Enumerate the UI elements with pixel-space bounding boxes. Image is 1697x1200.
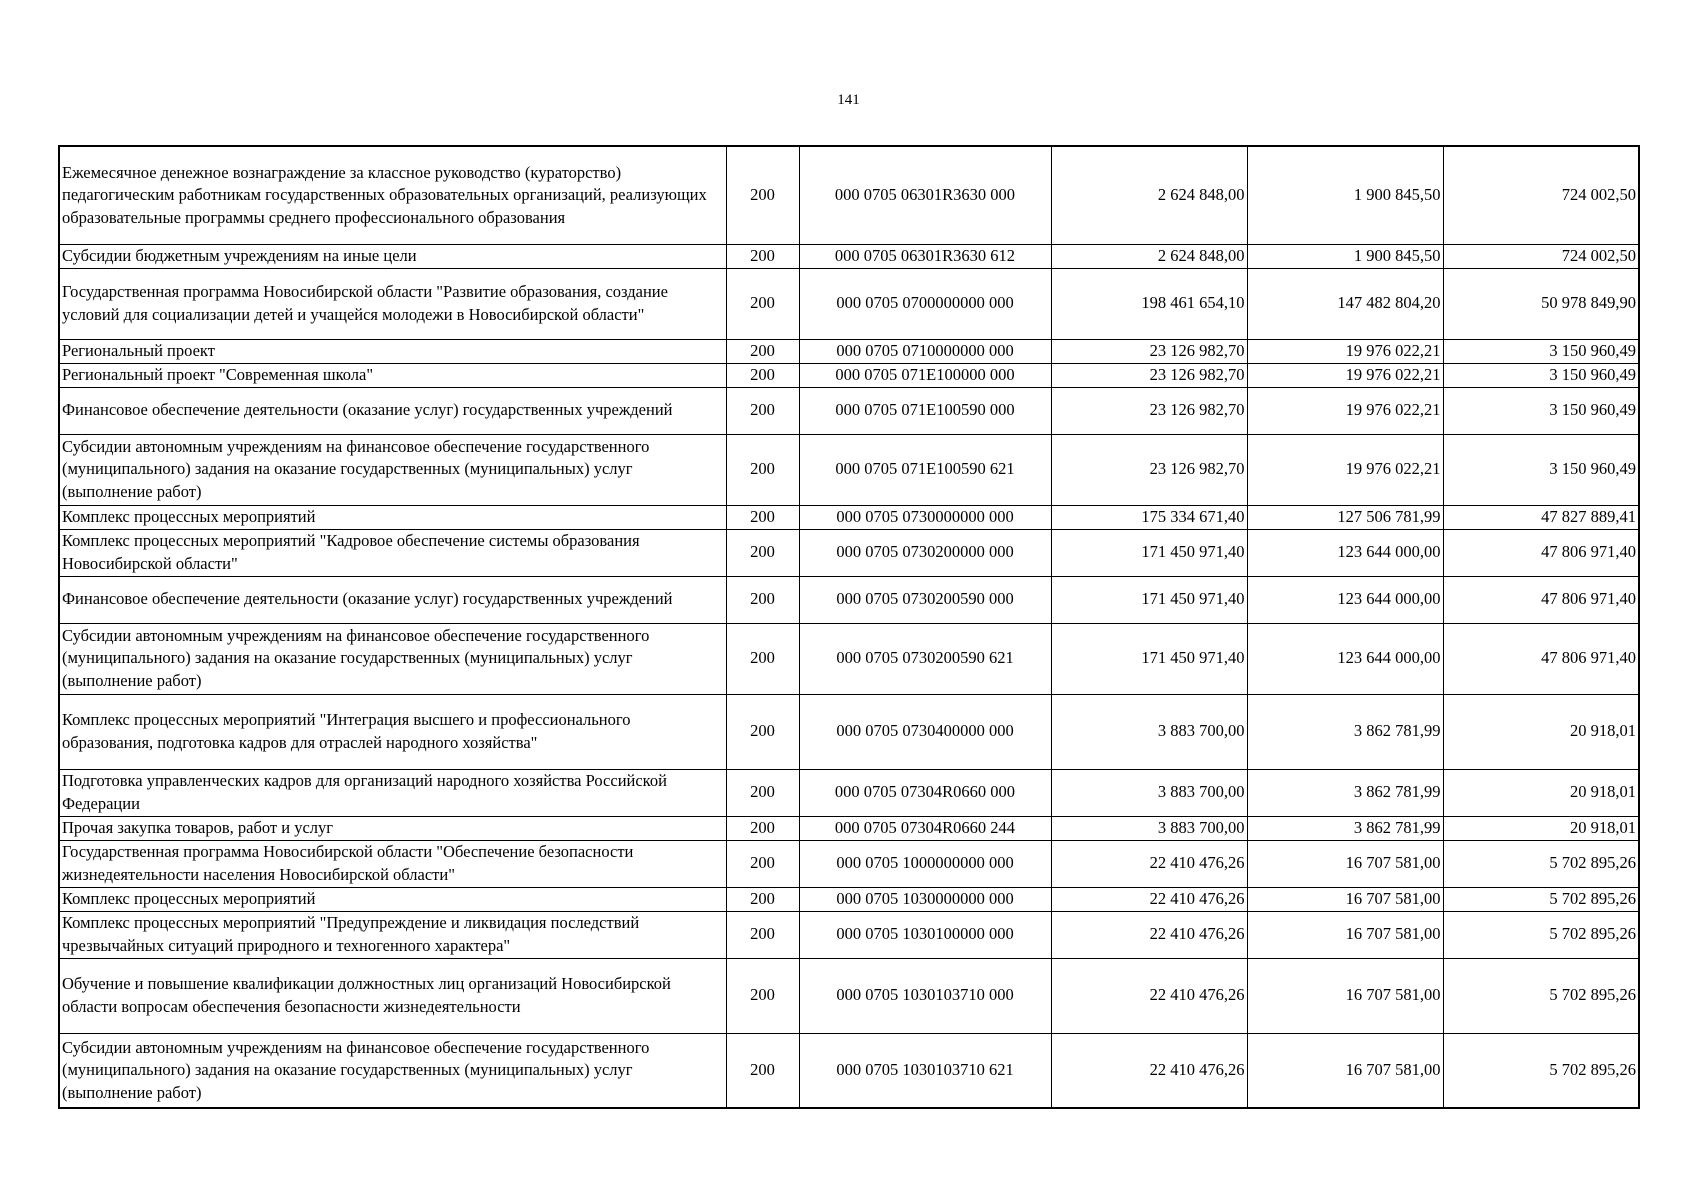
executed-amount-cell: 123 644 000,00 <box>1247 576 1443 623</box>
budget-code-cell: 200 <box>726 911 799 958</box>
unexecuted-amount-cell: 47 806 971,40 <box>1443 576 1639 623</box>
unexecuted-amount-cell: 5 702 895,26 <box>1443 958 1639 1033</box>
expense-name-cell: Комплекс процессных мероприятий <box>59 887 726 911</box>
expense-name-cell: Государственная программа Новосибирской области "Развитие образования, создание условий для социализации детей и учащейся молодежи в Новосибирской области" <box>59 268 726 339</box>
table-row <box>59 529 1639 576</box>
approved-amount-cell: 22 410 476,26 <box>1051 840 1247 887</box>
classification-code-cell: 000 0705 0710000000 000 <box>799 339 1051 363</box>
approved-amount-cell: 22 410 476,26 <box>1051 1033 1247 1108</box>
approved-amount-cell: 23 126 982,70 <box>1051 363 1247 387</box>
expense-name-cell: Комплекс процессных мероприятий "Интеграция высшего и профессионального образования, подготовка кадров для отраслей народного хозяйства" <box>59 694 726 769</box>
classification-code-cell: 000 0705 1030103710 621 <box>799 1033 1051 1108</box>
table-row <box>59 623 1639 694</box>
budget-code-cell: 200 <box>726 958 799 1033</box>
budget-code-cell: 200 <box>726 840 799 887</box>
unexecuted-amount-cell: 3 150 960,49 <box>1443 363 1639 387</box>
classification-code-cell: 000 0705 06301R3630 000 <box>799 146 1051 244</box>
executed-amount-cell: 3 862 781,99 <box>1247 694 1443 769</box>
budget-code-cell: 200 <box>726 769 799 816</box>
classification-code-cell: 000 0705 071E100000 000 <box>799 363 1051 387</box>
table-body <box>59 146 1639 1108</box>
table-row <box>59 1033 1639 1108</box>
unexecuted-amount-cell: 20 918,01 <box>1443 769 1639 816</box>
classification-code-cell: 000 0705 071E100590 621 <box>799 434 1051 505</box>
unexecuted-amount-cell: 47 806 971,40 <box>1443 623 1639 694</box>
table-row <box>59 146 1639 244</box>
table-row <box>59 339 1639 363</box>
budget-code-cell: 200 <box>726 576 799 623</box>
classification-code-cell: 000 0705 06301R3630 612 <box>799 244 1051 268</box>
approved-amount-cell: 171 450 971,40 <box>1051 576 1247 623</box>
table-row <box>59 911 1639 958</box>
expense-name-cell: Подготовка управленческих кадров для организаций народного хозяйства Российской Федерации <box>59 769 726 816</box>
budget-code-cell: 200 <box>726 363 799 387</box>
approved-amount-cell: 23 126 982,70 <box>1051 434 1247 505</box>
expense-name-cell: Финансовое обеспечение деятельности (оказание услуг) государственных учреждений <box>59 576 726 623</box>
budget-code-cell: 200 <box>726 339 799 363</box>
expense-name-cell: Комплекс процессных мероприятий "Кадровое обеспечение системы образования Новосибирской области" <box>59 529 726 576</box>
approved-amount-cell: 23 126 982,70 <box>1051 339 1247 363</box>
executed-amount-cell: 19 976 022,21 <box>1247 339 1443 363</box>
classification-code-cell: 000 0705 0730400000 000 <box>799 694 1051 769</box>
classification-code-cell: 000 0705 0730200000 000 <box>799 529 1051 576</box>
expense-name-cell: Субсидии автономным учреждениям на финансовое обеспечение государственного (муниципального) задания на оказание государственных (муниципальных) услуг (выполнение работ) <box>59 1033 726 1108</box>
classification-code-cell: 000 0705 0700000000 000 <box>799 268 1051 339</box>
table-row <box>59 387 1639 434</box>
budget-code-cell: 200 <box>726 816 799 840</box>
budget-code-cell: 200 <box>726 434 799 505</box>
executed-amount-cell: 1 900 845,50 <box>1247 146 1443 244</box>
unexecuted-amount-cell: 724 002,50 <box>1443 146 1639 244</box>
table-row <box>59 434 1639 505</box>
executed-amount-cell: 16 707 581,00 <box>1247 887 1443 911</box>
approved-amount-cell: 171 450 971,40 <box>1051 623 1247 694</box>
unexecuted-amount-cell: 20 918,01 <box>1443 816 1639 840</box>
unexecuted-amount-cell: 3 150 960,49 <box>1443 387 1639 434</box>
executed-amount-cell: 123 644 000,00 <box>1247 529 1443 576</box>
unexecuted-amount-cell: 5 702 895,26 <box>1443 1033 1639 1108</box>
budget-code-cell: 200 <box>726 244 799 268</box>
classification-code-cell: 000 0705 0730000000 000 <box>799 505 1051 529</box>
table-row <box>59 694 1639 769</box>
budget-code-cell: 200 <box>726 529 799 576</box>
classification-code-cell: 000 0705 0730200590 000 <box>799 576 1051 623</box>
executed-amount-cell: 16 707 581,00 <box>1247 958 1443 1033</box>
unexecuted-amount-cell: 50 978 849,90 <box>1443 268 1639 339</box>
approved-amount-cell: 22 410 476,26 <box>1051 911 1247 958</box>
unexecuted-amount-cell: 724 002,50 <box>1443 244 1639 268</box>
table-row <box>59 816 1639 840</box>
budget-code-cell: 200 <box>726 887 799 911</box>
classification-code-cell: 000 0705 071E100590 000 <box>799 387 1051 434</box>
approved-amount-cell: 198 461 654,10 <box>1051 268 1247 339</box>
expense-name-cell: Ежемесячное денежное вознаграждение за классное руководство (кураторство) педагогическим работникам государственных образовательных организаций, реализующих образовательные программы среднего профессионального образования <box>59 146 726 244</box>
budget-code-cell: 200 <box>726 505 799 529</box>
unexecuted-amount-cell: 47 806 971,40 <box>1443 529 1639 576</box>
approved-amount-cell: 2 624 848,00 <box>1051 244 1247 268</box>
executed-amount-cell: 19 976 022,21 <box>1247 434 1443 505</box>
expense-name-cell: Комплекс процессных мероприятий "Предупреждение и ликвидация последствий чрезвычайных ситуаций природного и техногенного характера" <box>59 911 726 958</box>
expense-name-cell: Субсидии автономным учреждениям на финансовое обеспечение государственного (муниципального) задания на оказание государственных (муниципальных) услуг (выполнение работ) <box>59 623 726 694</box>
expense-name-cell: Региональный проект <box>59 339 726 363</box>
expense-name-cell: Финансовое обеспечение деятельности (оказание услуг) государственных учреждений <box>59 387 726 434</box>
budget-code-cell: 200 <box>726 1033 799 1108</box>
approved-amount-cell: 175 334 671,40 <box>1051 505 1247 529</box>
budget-execution-table <box>58 145 1640 1109</box>
executed-amount-cell: 127 506 781,99 <box>1247 505 1443 529</box>
executed-amount-cell: 1 900 845,50 <box>1247 244 1443 268</box>
executed-amount-cell: 3 862 781,99 <box>1247 816 1443 840</box>
budget-code-cell: 200 <box>726 268 799 339</box>
page-number: 141 <box>837 92 860 108</box>
expense-name-cell: Государственная программа Новосибирской области "Обеспечение безопасности жизнедеятельности населения Новосибирской области" <box>59 840 726 887</box>
table-row <box>59 576 1639 623</box>
table-row <box>59 268 1639 339</box>
approved-amount-cell: 23 126 982,70 <box>1051 387 1247 434</box>
approved-amount-cell: 171 450 971,40 <box>1051 529 1247 576</box>
budget-code-cell: 200 <box>726 387 799 434</box>
approved-amount-cell: 22 410 476,26 <box>1051 958 1247 1033</box>
expense-name-cell: Субсидии автономным учреждениям на финансовое обеспечение государственного (муниципального) задания на оказание государственных (муниципальных) услуг (выполнение работ) <box>59 434 726 505</box>
unexecuted-amount-cell: 3 150 960,49 <box>1443 434 1639 505</box>
executed-amount-cell: 16 707 581,00 <box>1247 840 1443 887</box>
executed-amount-cell: 16 707 581,00 <box>1247 1033 1443 1108</box>
classification-code-cell: 000 0705 07304R0660 244 <box>799 816 1051 840</box>
approved-amount-cell: 3 883 700,00 <box>1051 816 1247 840</box>
classification-code-cell: 000 0705 07304R0660 000 <box>799 769 1051 816</box>
classification-code-cell: 000 0705 1000000000 000 <box>799 840 1051 887</box>
approved-amount-cell: 2 624 848,00 <box>1051 146 1247 244</box>
classification-code-cell: 000 0705 1030000000 000 <box>799 887 1051 911</box>
expense-name-cell: Субсидии бюджетным учреждениям на иные цели <box>59 244 726 268</box>
table-row <box>59 505 1639 529</box>
table-row <box>59 244 1639 268</box>
unexecuted-amount-cell: 5 702 895,26 <box>1443 840 1639 887</box>
table-row <box>59 887 1639 911</box>
unexecuted-amount-cell: 47 827 889,41 <box>1443 505 1639 529</box>
table-row <box>59 363 1639 387</box>
table-row <box>59 840 1639 887</box>
table-row <box>59 769 1639 816</box>
executed-amount-cell: 3 862 781,99 <box>1247 769 1443 816</box>
classification-code-cell: 000 0705 1030103710 000 <box>799 958 1051 1033</box>
budget-code-cell: 200 <box>726 146 799 244</box>
executed-amount-cell: 19 976 022,21 <box>1247 363 1443 387</box>
executed-amount-cell: 147 482 804,20 <box>1247 268 1443 339</box>
executed-amount-cell: 19 976 022,21 <box>1247 387 1443 434</box>
expense-name-cell: Комплекс процессных мероприятий <box>59 505 726 529</box>
unexecuted-amount-cell: 5 702 895,26 <box>1443 911 1639 958</box>
approved-amount-cell: 22 410 476,26 <box>1051 887 1247 911</box>
table-row <box>59 958 1639 1033</box>
budget-code-cell: 200 <box>726 623 799 694</box>
unexecuted-amount-cell: 20 918,01 <box>1443 694 1639 769</box>
executed-amount-cell: 123 644 000,00 <box>1247 623 1443 694</box>
classification-code-cell: 000 0705 0730200590 621 <box>799 623 1051 694</box>
expense-name-cell: Обучение и повышение квалификации должностных лиц организаций Новосибирской области вопросам обеспечения безопасности жизнедеятельности <box>59 958 726 1033</box>
executed-amount-cell: 16 707 581,00 <box>1247 911 1443 958</box>
unexecuted-amount-cell: 5 702 895,26 <box>1443 887 1639 911</box>
budget-code-cell: 200 <box>726 694 799 769</box>
expense-name-cell: Региональный проект "Современная школа" <box>59 363 726 387</box>
approved-amount-cell: 3 883 700,00 <box>1051 694 1247 769</box>
unexecuted-amount-cell: 3 150 960,49 <box>1443 339 1639 363</box>
approved-amount-cell: 3 883 700,00 <box>1051 769 1247 816</box>
classification-code-cell: 000 0705 1030100000 000 <box>799 911 1051 958</box>
expense-name-cell: Прочая закупка товаров, работ и услуг <box>59 816 726 840</box>
